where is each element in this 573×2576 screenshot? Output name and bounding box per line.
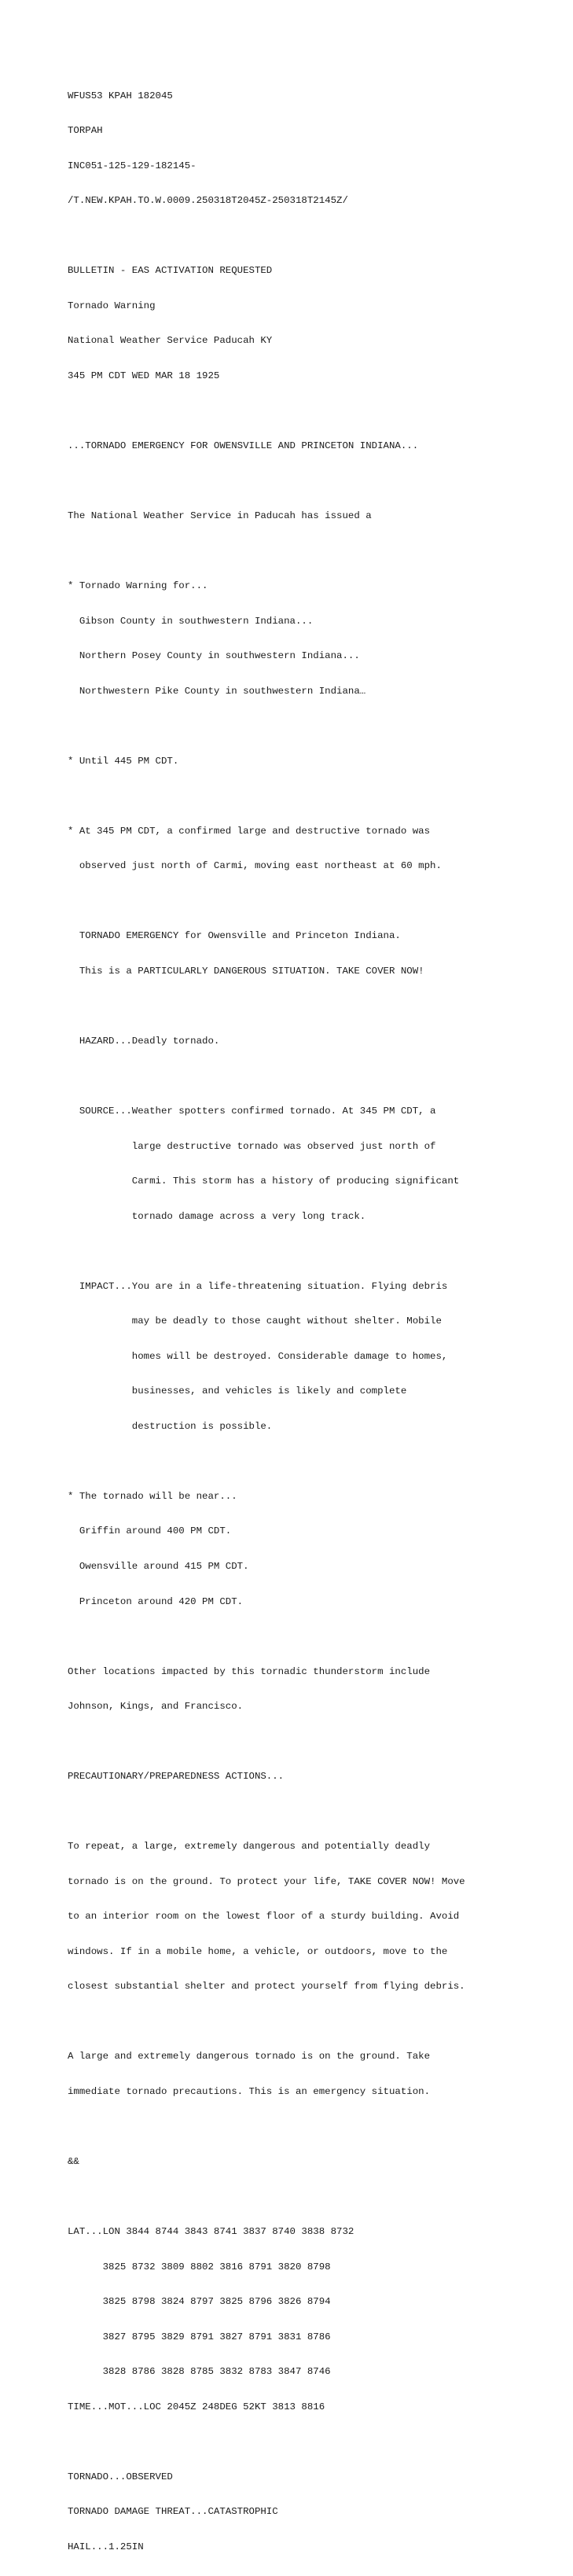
bulletin-line: To repeat, a large, extremely dangerous and potentially deadly — [68, 1841, 431, 1853]
bulletin-line: && — [68, 2156, 79, 2168]
bulletin-line — [68, 720, 465, 732]
bulletin-line: Tornado Warning — [68, 300, 156, 311]
bulletin-line — [68, 2122, 465, 2133]
bulletin-line — [68, 896, 465, 907]
bulletin-line: closest substantial shelter and protect yourself from flying debris. — [68, 1981, 465, 1993]
bulletin-line: * At 345 PM CDT, a confirmed large and destructive tornado was — [68, 825, 431, 837]
bulletin-line: observed just north of Carmi, moving east northeast at 60 mph. — [68, 860, 442, 872]
bulletin-line: * Tornado Warning for... — [68, 580, 208, 592]
bulletin-line: * Until 445 PM CDT. — [68, 755, 179, 767]
bulletin-line: LAT...LON 3844 8744 3843 8741 3837 8740 3838 8732 — [68, 2226, 354, 2238]
bulletin-line: HAIL...1.25IN — [68, 2541, 144, 2552]
bulletin-line: Other locations impacted by this tornadic thunderstorm include — [68, 1665, 431, 1677]
bulletin-line: Carmi. This storm has a history of producing significant — [68, 1176, 460, 1187]
bulletin-line: PRECAUTIONARY/PREPAREDNESS ACTIONS... — [68, 1771, 285, 1783]
bulletin-line: Northwestern Pike County in southwestern Indiana… — [68, 685, 366, 697]
bulletin-line: Griffin around 400 PM CDT. — [68, 1525, 232, 1537]
bulletin-line: A large and extremely dangerous tornado is on the ground. Take — [68, 2051, 431, 2063]
bulletin-line — [68, 1631, 465, 1643]
bulletin-line: large destructive tornado was observed just north of — [68, 1140, 436, 1152]
bulletin-line: tornado damage across a very long track. — [68, 1210, 366, 1222]
bulletin-line: destruction is possible. — [68, 1420, 273, 1432]
bulletin-line — [68, 476, 465, 488]
bulletin-line — [68, 2436, 465, 2448]
bulletin-line — [68, 1246, 465, 1257]
bulletin-line: tornado is on the ground. To protect your life, TAKE COVER NOW! Move — [68, 1875, 465, 1887]
bulletin-line: * The tornado will be near... — [68, 1490, 237, 1502]
bulletin-line: Northern Posey County in southwestern Indiana... — [68, 650, 360, 662]
bulletin-line: may be deadly to those caught without shelter. Mobile — [68, 1316, 442, 1327]
bulletin-line: TORNADO DAMAGE THREAT...CATASTROPHIC — [68, 2506, 278, 2518]
bulletin-line — [68, 2191, 465, 2203]
bulletin-line — [68, 1001, 465, 1013]
bulletin-line: Johnson, Kings, and Francisco. — [68, 1701, 244, 1713]
bulletin-line: ...TORNADO EMERGENCY FOR OWENSVILLE AND PRINCETON INDIANA... — [68, 440, 419, 451]
bulletin-line — [68, 2016, 465, 2028]
bulletin-line: businesses, and vehicles is likely and complete — [68, 1386, 407, 1397]
bulletin-line: IMPACT...You are in a life-threatening situation. Flying debris — [68, 1280, 448, 1292]
bulletin-line: TORNADO EMERGENCY for Owensville and Princeton Indiana. — [68, 930, 401, 942]
bulletin-line: immediate tornado precautions. This is an emergency situation. — [68, 2085, 431, 2097]
bulletin-line: Gibson County in southwestern Indiana... — [68, 615, 314, 627]
bulletin-line: The National Weather Service in Paducah has issued a — [68, 510, 372, 522]
bulletin-line: 3828 8786 3828 8785 3832 8783 3847 8746 — [68, 2366, 331, 2378]
bulletin-line — [68, 405, 465, 417]
bulletin-line — [68, 790, 465, 802]
bulletin-line — [68, 546, 465, 558]
bulletin-line: TIME...MOT...LOC 2045Z 248DEG 52KT 3813 8816 — [68, 2401, 325, 2412]
bulletin-line: Owensville around 415 PM CDT. — [68, 1561, 249, 1572]
bulletin-line: 345 PM CDT WED MAR 18 1925 — [68, 370, 220, 381]
bulletin-line: 3825 8732 3809 8802 3816 8791 3820 8798 — [68, 2261, 331, 2272]
bulletin-line: HAZARD...Deadly tornado. — [68, 1036, 220, 1047]
bulletin-line: INC051-125-129-182145- — [68, 160, 197, 171]
bulletin-line: Princeton around 420 PM CDT. — [68, 1595, 244, 1607]
bulletin-line — [68, 1071, 465, 1083]
bulletin-line: 3825 8798 3824 8797 3825 8796 3826 8794 — [68, 2296, 331, 2308]
bulletin-line — [68, 1736, 465, 1748]
bulletin-line: TORPAH — [68, 125, 103, 137]
bulletin-line: homes will be destroyed. Considerable damage to homes, — [68, 1350, 448, 1362]
bulletin-line: /T.NEW.KPAH.TO.W.0009.250318T2045Z-250318T2145Z/ — [68, 195, 348, 207]
bulletin-line: TORNADO...OBSERVED — [68, 2471, 173, 2482]
bulletin-line — [68, 1455, 465, 1467]
bulletin-line — [68, 230, 465, 242]
bulletin-line: SOURCE...Weather spotters confirmed tornado. At 345 PM CDT, a — [68, 1106, 436, 1117]
bulletin-line: WFUS53 KPAH 182045 — [68, 90, 173, 101]
bulletin-line: This is a PARTICULARLY DANGEROUS SITUATION. TAKE COVER NOW! — [68, 965, 424, 977]
bulletin-line: 3827 8795 3829 8791 3827 8791 3831 8786 — [68, 2331, 331, 2342]
warning-bulletin-text — [68, 67, 465, 2576]
bulletin-line: windows. If in a mobile home, a vehicle, or outdoors, move to the — [68, 1945, 448, 1957]
bulletin-line: to an interior room on the lowest floor of a sturdy building. Avoid — [68, 1911, 460, 1923]
bulletin-line — [68, 1806, 465, 1818]
bulletin-line: BULLETIN - EAS ACTIVATION REQUESTED — [68, 265, 273, 277]
bulletin-line: National Weather Service Paducah KY — [68, 335, 273, 347]
